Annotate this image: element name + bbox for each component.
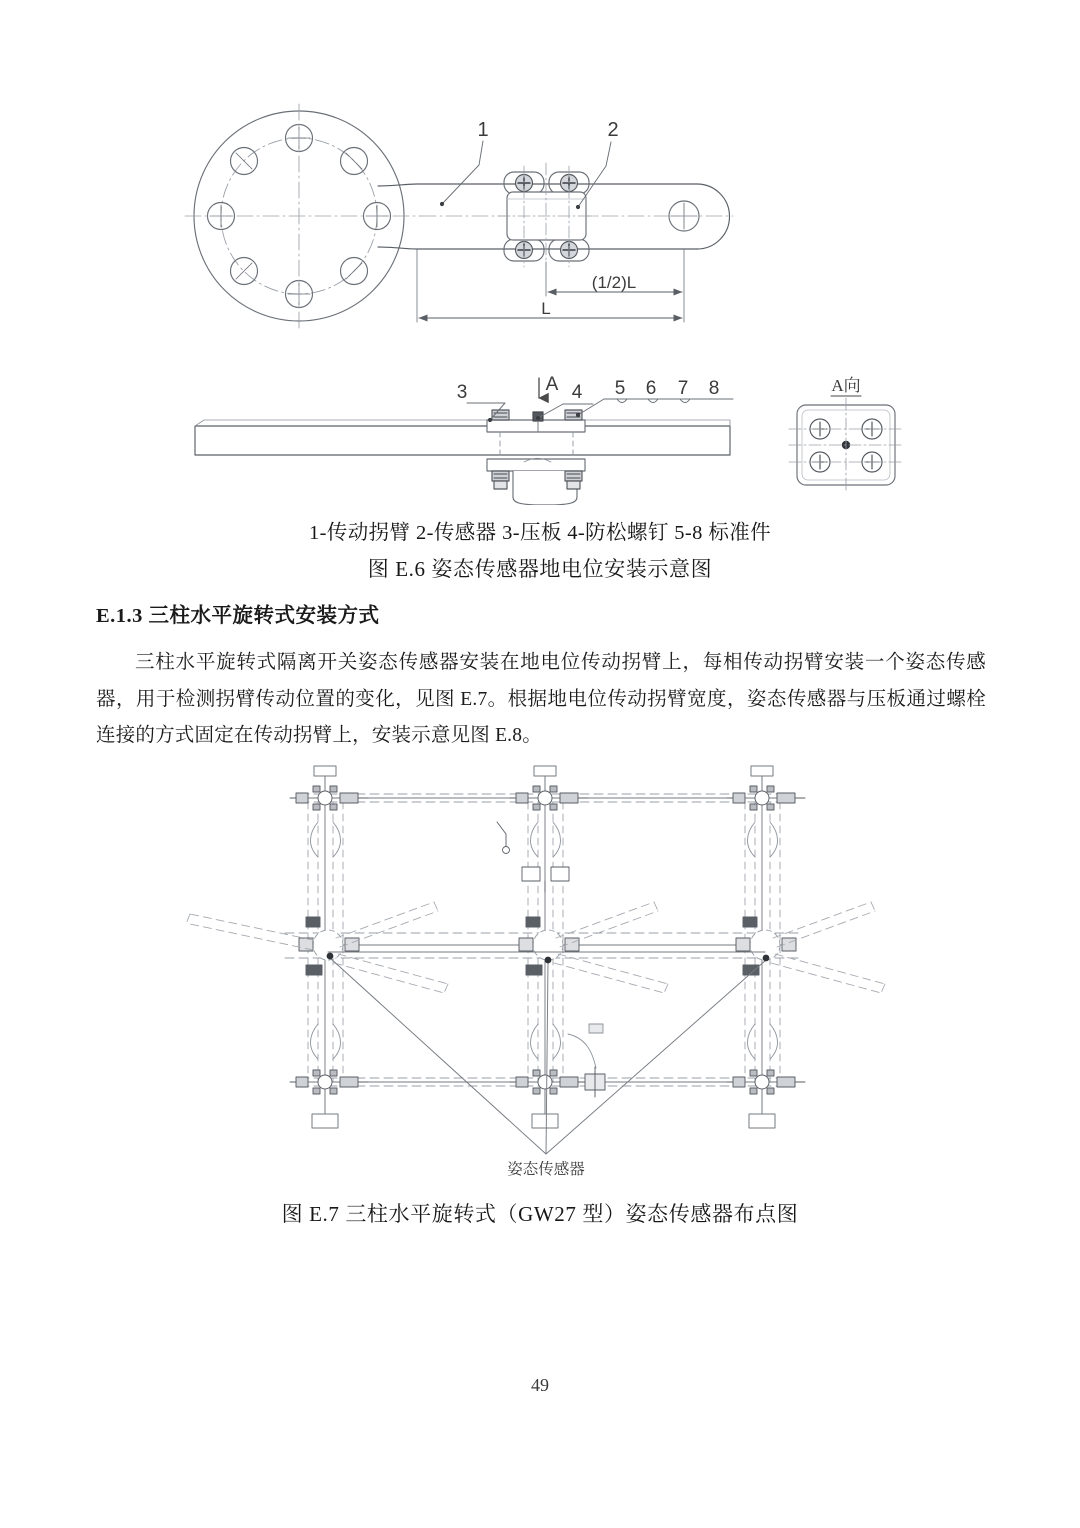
figure-e6-callout-6: 6 (645, 378, 657, 399)
section-heading-e13: E.1.3 三柱水平旋转式安装方式 (96, 605, 380, 627)
figure-e7-drawing (0, 762, 1080, 1182)
figure-e6-callout-5: 5 (614, 378, 626, 399)
figure-e6-callout-7: 7 (677, 378, 689, 399)
figure-e6-callout-3: 3 (456, 382, 468, 403)
figure-e7-sensor-label: 姿态传感器 (507, 1161, 585, 1178)
a-direction-view-label: A向 (831, 376, 861, 395)
section-body-paragraph: 三柱水平旋转式隔离开关姿态传感器安装在地电位传动拐臂上，每相传动拐臂安装一个姿态传感器，用于检测拐臂传动位置的变化，见图 E.7。根据地电位传动拐臂宽度，姿态传感器与压板通过螺栓连接的方式固定在传动拐臂上，安装示意见图 E.8。 (96, 652, 986, 746)
figure-e6-caption: 图 E.6 姿态传感器地电位安装示意图 (367, 557, 713, 581)
figure-e7-caption: 图 E.7 三柱水平旋转式（GW27 型）姿态传感器布点图 (281, 1202, 799, 1226)
page-number: 49 (531, 1375, 549, 1395)
dimension-half-length: (1/2)L (591, 273, 637, 292)
figure-e6-callout-1: 1 (477, 119, 489, 141)
figure-e6-callout-4: 4 (571, 382, 583, 403)
figure-e6-callout-8: 8 (708, 378, 720, 399)
figure-e6-legend: 1-传动拐臂 2-传感器 3-压板 4-防松螺钉 5-8 标准件 (308, 522, 772, 544)
dimension-full-length: L (541, 299, 551, 318)
figure-e6-callout-2: 2 (607, 119, 619, 141)
figure-e6-drawing (0, 0, 1080, 505)
view-direction-arrow-label: A (545, 374, 559, 395)
